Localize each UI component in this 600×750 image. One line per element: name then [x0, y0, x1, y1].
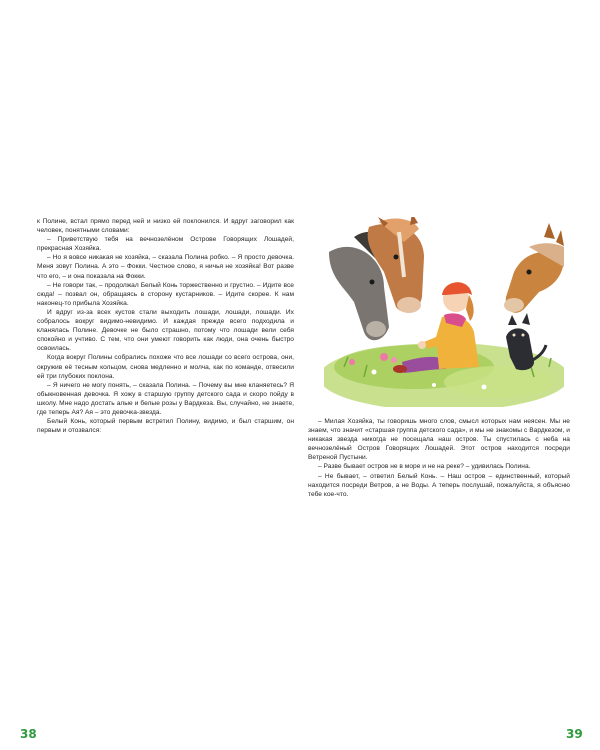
paragraph: – Разве бывает остров не в море и не на реке? – удивилась Полина.	[318, 463, 531, 471]
page-number-left: 38	[20, 727, 37, 741]
book-spread	[0, 195, 600, 741]
girl-with-horses-and-black-dog-illustration	[324, 217, 564, 407]
paragraph: – Но я вовсе никакая не хозяйка, – сказала Полина робко. – Я просто девочка. Меня зовут Полина. А это – Фокки. Честное слово, я ничья не хозяйка! Вот разве что его, – и она показала на Фокки.	[37, 254, 294, 280]
paragraph: – Не бывает, – ответил Белый Конь. – Наш остров – единственный, который находится посреди Ветров, а не Воды. А теперь послушай, пожалуйста, я объясню тебе кое-что.	[308, 472, 570, 498]
paragraph: И вдруг из-за всех кустов стали выходить лошади, лошади, лошади. Их собралось вокруг видимо-невидимо. И каждая прежде всего подходила и кланялась Полине. Девочке не было страшно, потому что лошади вели себя спокойно и учтиво. С тем, что они умеют говорить как люди, она очень быстро освоилась.	[37, 308, 294, 353]
paragraph: Белый Конь, который первым встретил Полину, видимо, и был старшим, он первым и отозвался:	[37, 418, 294, 435]
page-number-right: 39	[566, 727, 583, 741]
paragraph: – Милая Хозяйка, ты говоришь много слов, смысл которых нам неясен. Мы не знаем, что значит «старшая группа детского сада», и мы не знакомы с Вардкезом, и никакая звезда никогда не посещала наш остров. Ты спустилась с неба на вечнозелёный Остров Говорящих Лошадей. Этот остров находится посреди Ветреной Пустыни.	[308, 418, 570, 462]
paragraph: – Не говори так, – продолжал Белый Конь торжественно и грустно. – Идите все сюда! – позвал он, обращаясь в сторону кустарников. – Идите скорее. К нам наконец-то прибыла Хозяйка.	[37, 281, 294, 307]
paragraph: Когда вокруг Полины собрались похоже что все лошади со всего острова, они, окружив её тесным кольцом, снова медленно и молча, как по команде, отвесили ей три глубоких поклона.	[37, 354, 294, 380]
paragraph: – Я ничего не могу понять, – сказала Полина. – Почему вы мне кланяетесь? Я обыкновенная девочка. Я хожу в старшую группу детского сада и скоро пойду в школу. Мне надо достать алые и белые розы у Вардкеза. Вы, случайно, не знаете, где теперь Ая? Ая – это девочка-звезда.	[37, 381, 294, 416]
paragraph: к Полине, встал прямо перед ней и низко ей поклонился. И вдруг заговорил как человек, понятными словами:	[37, 218, 294, 235]
left-page-text	[37, 217, 294, 435]
paragraph: – Приветствую тебя на вечнозелёном Острове Говорящих Лошадей, прекрасная Хозяйка.	[37, 236, 294, 253]
right-page-text	[308, 417, 570, 499]
